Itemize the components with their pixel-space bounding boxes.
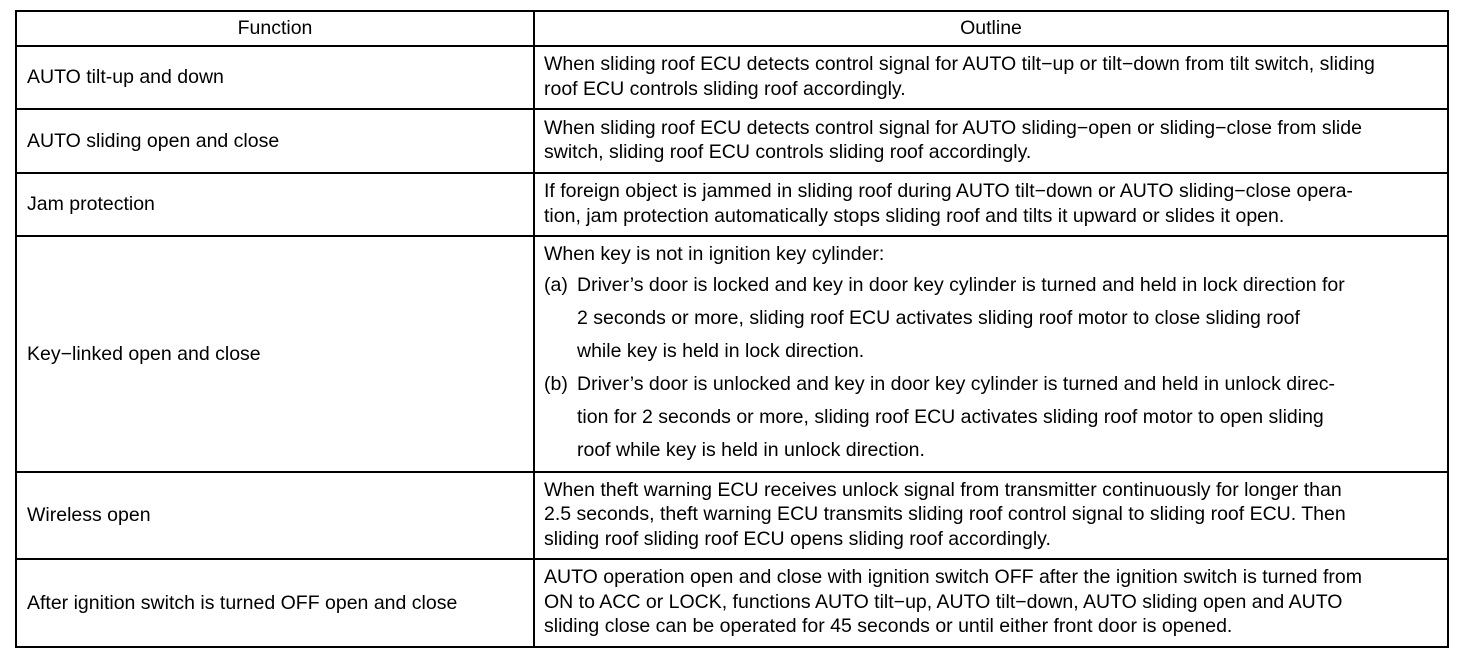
item-line: Driver’s door is locked and key in door key cylinder is turned and held in lock direction for (577, 274, 1345, 296)
function-cell: Key−linked open and close (16, 236, 534, 472)
function-cell: AUTO tilt-up and down (16, 46, 534, 109)
item-label: (b) (544, 373, 568, 395)
outline-cell (534, 472, 1448, 559)
item-label: (a) (544, 274, 568, 296)
item-line: roof while key is held in unlock direction. (577, 439, 925, 461)
function-cell: AUTO sliding open and close (16, 109, 534, 173)
outline-line: roof ECU controls sliding roof accordingly. (544, 77, 906, 100)
item-line: while key is held in lock direction. (577, 340, 865, 362)
outline-line: sliding roof sliding roof ECU opens sliding roof accordingly. (544, 527, 1051, 550)
item-line: tion for 2 seconds or more, sliding roof ECU activates sliding roof motor to open sliding (577, 406, 1324, 428)
outline-cell (534, 559, 1448, 647)
list-item-a (544, 269, 1437, 302)
item-line: Driver’s door is unlocked and key in door key cylinder is turned and held in unlock direc- (577, 373, 1336, 395)
item-line: 2 seconds or more, sliding roof ECU activates sliding roof motor to close sliding roof (577, 307, 1300, 329)
function-cell: Wireless open (16, 472, 534, 559)
outline-line: tion, jam protection automatically stops sliding roof and tilts it upward or slides it open. (544, 204, 1285, 227)
table-row (16, 173, 1448, 236)
outline-cell (534, 46, 1448, 109)
outline-cell (534, 173, 1448, 236)
outline-line: sliding close can be operated for 45 seconds or until either front door is opened. (544, 615, 1233, 638)
table-row (16, 236, 1448, 472)
header-outline: Outline (534, 11, 1448, 46)
table-row (16, 559, 1448, 647)
header-function: Function (16, 11, 534, 46)
list-item-b (544, 368, 1437, 401)
outline-line: When sliding roof ECU detects control signal for AUTO sliding−open or sliding−close from slide (544, 116, 1362, 139)
outline-intro: When key is not in ignition key cylinder: (544, 243, 885, 265)
outline-line: When theft warning ECU receives unlock signal from transmitter continuously for longer than (544, 478, 1342, 501)
outline-line: ON to ACC or LOCK, functions AUTO tilt−up, AUTO tilt−down, AUTO sliding open and AUTO (544, 590, 1343, 613)
function-cell: After ignition switch is turned OFF open and close (16, 559, 534, 647)
table-row (16, 46, 1448, 109)
outline-line: switch, sliding roof ECU controls sliding roof accordingly. (544, 141, 1032, 163)
outline-cell (534, 109, 1448, 173)
outline-line: AUTO operation open and close with ignition switch OFF after the ignition switch is turned from (544, 566, 1362, 589)
function-cell: Jam protection (16, 173, 534, 236)
outline-line: If foreign object is jammed in sliding roof during AUTO tilt−down or AUTO sliding−close opera- (544, 180, 1353, 202)
function-outline-table (15, 10, 1449, 648)
outline-line: 2.5 seconds, theft warning ECU transmits sliding roof control signal to sliding roof ECU. Then (544, 503, 1346, 526)
table-row (16, 472, 1448, 559)
outline-line: When sliding roof ECU detects control signal for AUTO tilt−up or tilt−down from tilt switch, sliding (544, 53, 1375, 75)
outline-cell (534, 236, 1448, 472)
table-row (16, 109, 1448, 173)
header-row (16, 11, 1448, 46)
